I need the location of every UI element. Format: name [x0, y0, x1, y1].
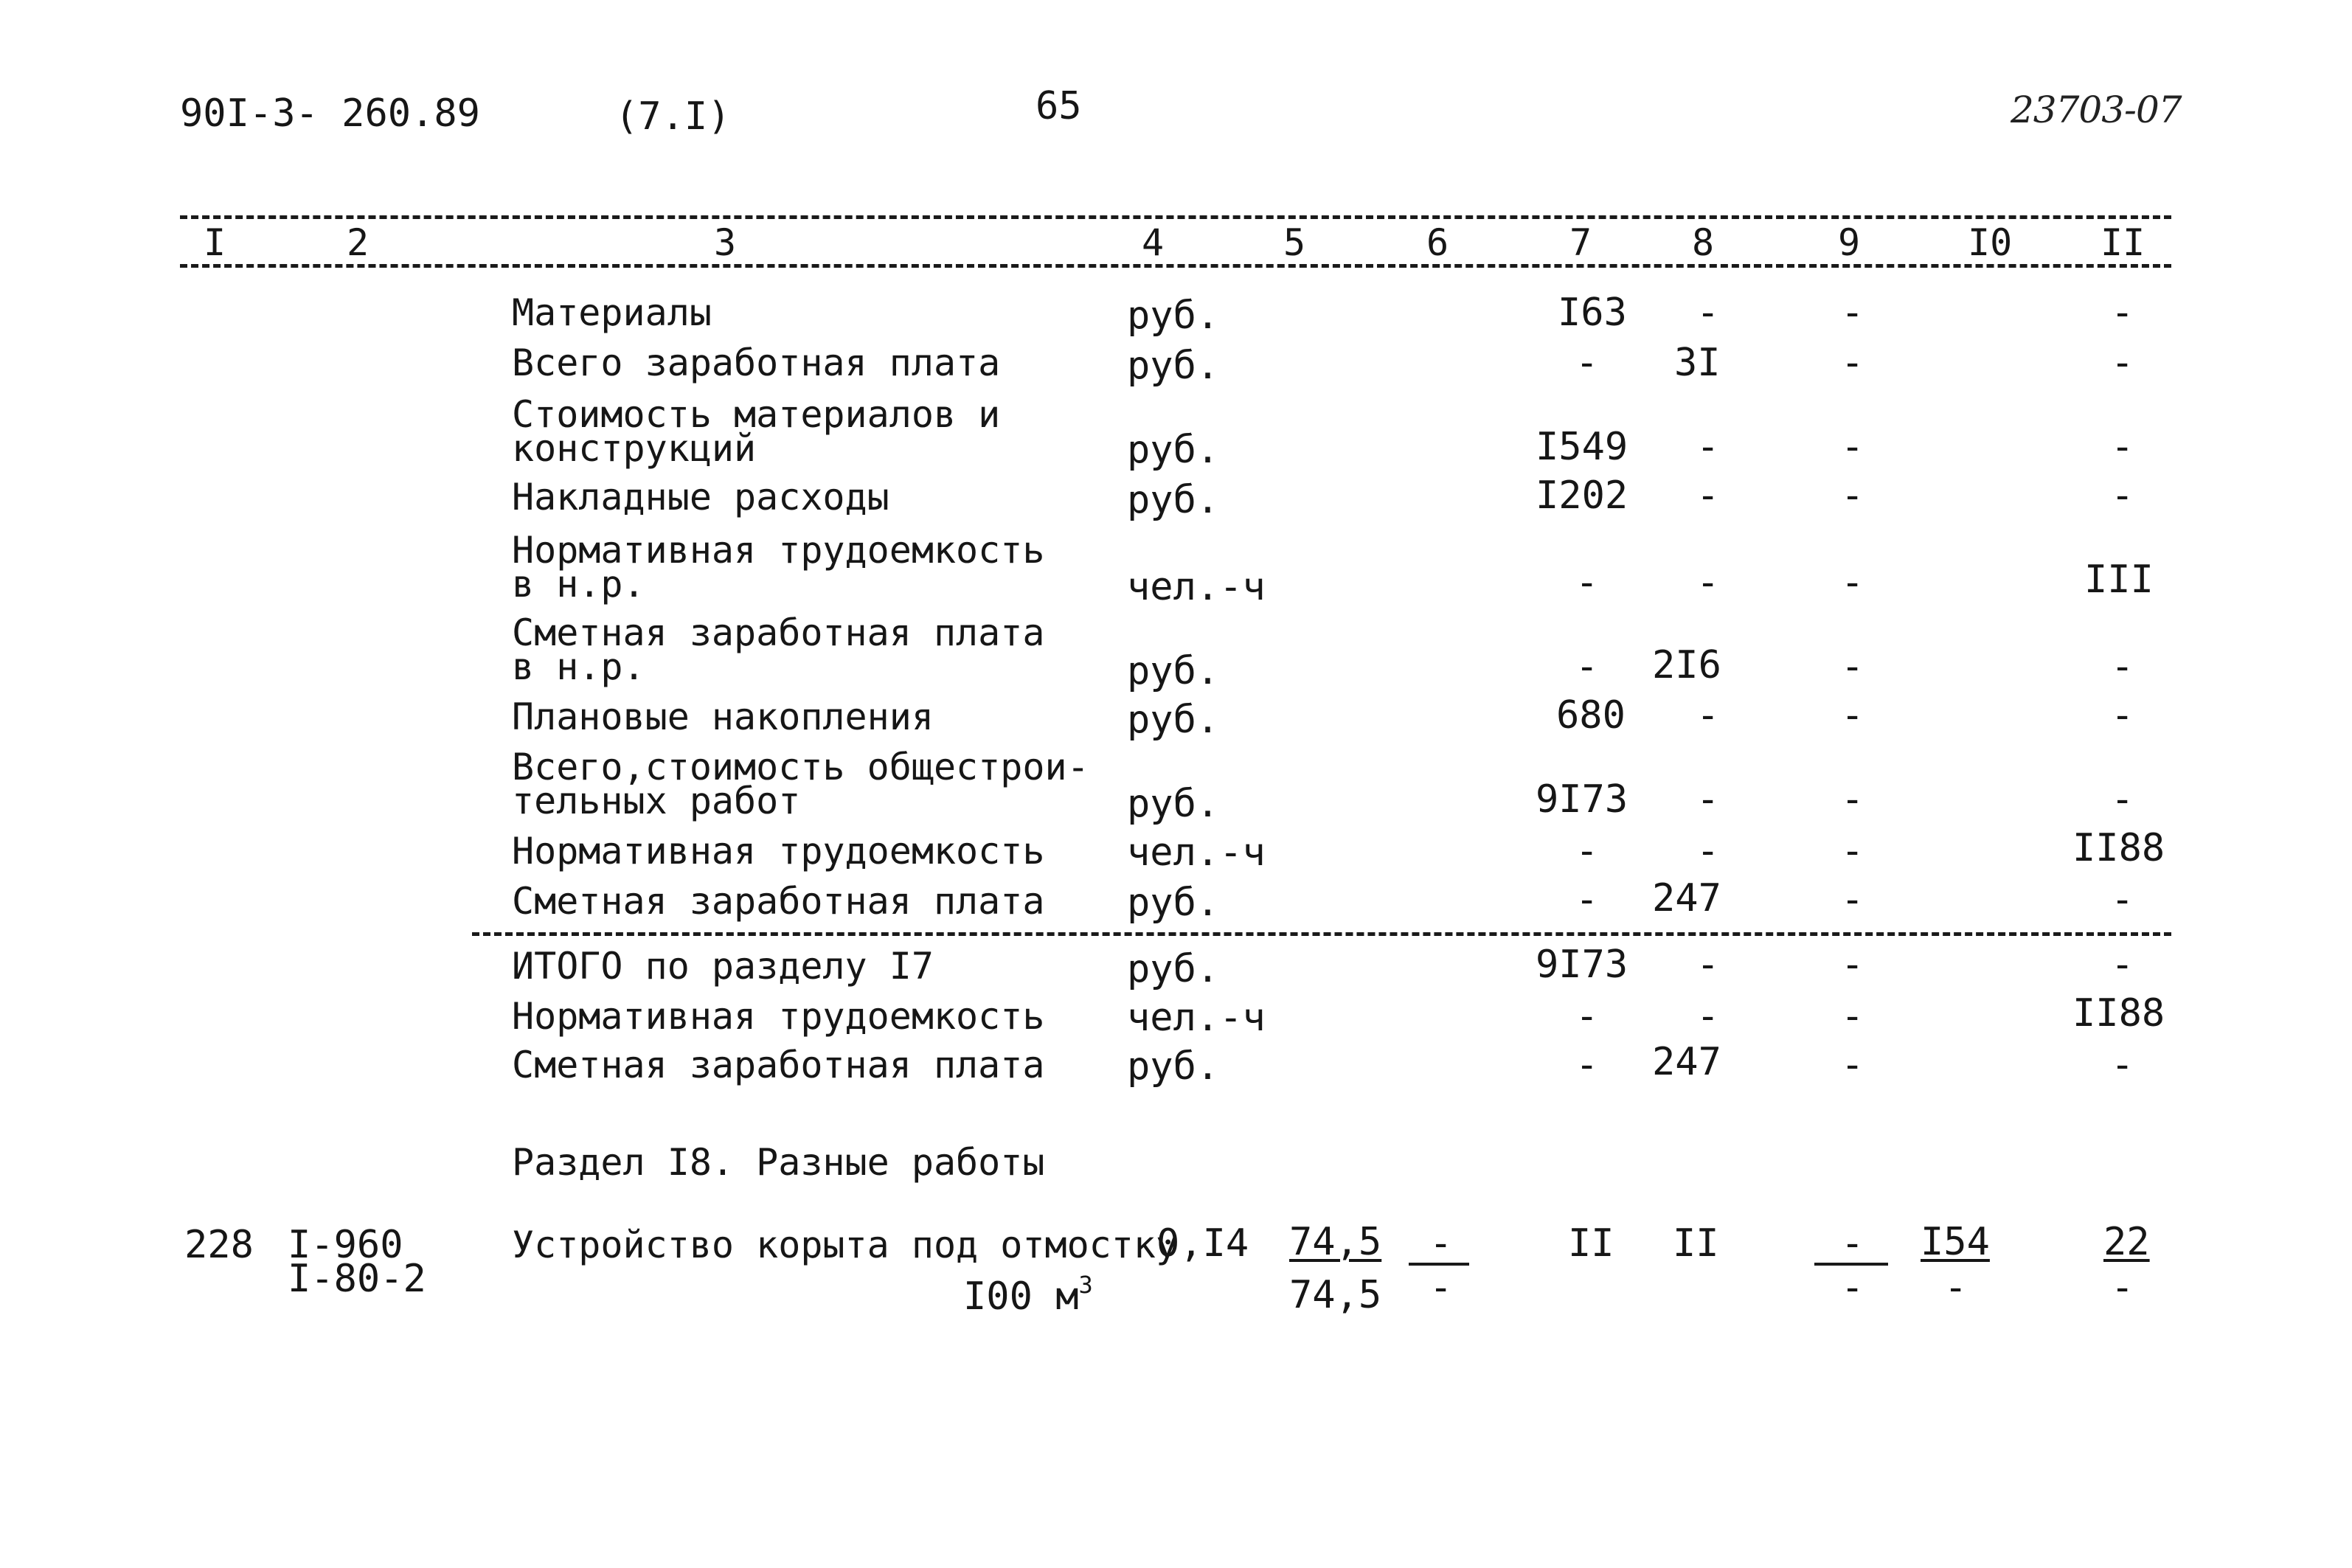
item-col8: II — [1673, 1221, 1719, 1266]
item-number: 228 — [184, 1223, 254, 1267]
total-col9: - — [1841, 1043, 1864, 1087]
total-unit: руб. — [1127, 947, 1220, 991]
row-unit: руб. — [1127, 698, 1220, 742]
total-col8: - — [1696, 943, 1720, 987]
total-description: Сметная заработная плата — [512, 1044, 1045, 1086]
item-code-primary: I-960 — [288, 1223, 403, 1267]
row-col7: I63 — [1558, 291, 1627, 335]
column-number-2: 2 — [347, 221, 370, 264]
item-col10-top: I54 — [1921, 1220, 1990, 1264]
row-description: Накладные расходы — [512, 476, 889, 518]
row-unit: руб. — [1127, 294, 1220, 338]
item-col9-bottom: - — [1841, 1266, 1864, 1310]
column-number-5: 5 — [1283, 221, 1306, 264]
row-col8: - — [1696, 561, 1720, 605]
row-col9: - — [1841, 829, 1864, 873]
row-col8: - — [1696, 473, 1720, 518]
row-description-cont: в н.р. — [512, 645, 645, 688]
row-description: Нормативная трудоемкость — [512, 529, 1045, 572]
column-number-1: I — [204, 221, 226, 264]
row-col9: - — [1841, 878, 1864, 922]
row-description: Всего,стоимость общестрои- — [512, 746, 1089, 788]
item-col6-bottom: - — [1429, 1266, 1453, 1310]
column-number-7: 7 — [1569, 221, 1592, 264]
total-unit: чел.-ч — [1127, 996, 1266, 1040]
total-unit: руб. — [1127, 1044, 1220, 1089]
row-unit: руб. — [1127, 881, 1220, 925]
total-col7: - — [1575, 1043, 1599, 1087]
row-unit: руб. — [1127, 428, 1220, 472]
row-col11: - — [2111, 341, 2134, 385]
total-col9: - — [1841, 943, 1864, 987]
item-col5-top: 74,5 — [1289, 1220, 1382, 1264]
row-unit: руб. — [1127, 782, 1220, 826]
row-col9: - — [1841, 425, 1864, 469]
row-description: Сметная заработная плата — [512, 880, 1045, 923]
row-description: Плановые накопления — [512, 695, 934, 738]
row-col11: - — [2111, 473, 2134, 518]
item-description: Устройство корыта под отмостку — [512, 1224, 1179, 1266]
row-col7: - — [1575, 561, 1599, 605]
column-number-8: 8 — [1692, 221, 1715, 264]
total-col7: - — [1575, 994, 1599, 1038]
section-total-rule — [472, 932, 2171, 936]
item-col11-top: 22 — [2103, 1220, 2150, 1264]
total-col11: - — [2111, 943, 2134, 987]
column-number-4: 4 — [1142, 221, 1165, 264]
column-number-11: II — [2101, 221, 2145, 264]
row-col7: I202 — [1536, 473, 1628, 518]
row-unit: чел.-ч — [1127, 830, 1266, 875]
header-bottom-rule — [180, 264, 2171, 268]
row-col7: I549 — [1536, 425, 1628, 469]
row-col8: - — [1696, 425, 1720, 469]
row-col11: II88 — [2072, 826, 2165, 870]
row-col7: - — [1575, 645, 1599, 689]
column-number-6: 6 — [1426, 221, 1449, 264]
item-col10-bottom: - — [1944, 1266, 1968, 1310]
row-col7: - — [1575, 878, 1599, 922]
row-col11: - — [2111, 777, 2134, 822]
item-col11-bottom: - — [2111, 1266, 2134, 1310]
section-18-title: Раздел I8. Разные работы — [512, 1141, 1045, 1184]
row-col7: - — [1575, 829, 1599, 873]
row-description-cont: в н.р. — [512, 563, 645, 606]
row-col11: - — [2111, 291, 2134, 335]
row-description: Сметная заработная плата — [512, 611, 1045, 654]
document-code: 90I-3- 260.89 — [180, 91, 480, 136]
total-col9: - — [1841, 994, 1864, 1038]
page-number: 65 — [1035, 84, 1082, 128]
header-top-rule — [180, 215, 2171, 219]
total-col8: - — [1696, 994, 1720, 1038]
row-col8: 247 — [1652, 876, 1721, 920]
column-number-9: 9 — [1838, 221, 1861, 264]
row-col7: - — [1575, 341, 1599, 385]
column-number-3: 3 — [714, 221, 737, 264]
total-col8: 247 — [1652, 1040, 1721, 1084]
row-col7: 9I73 — [1536, 777, 1628, 822]
item-col5-bottom: 74,5 — [1289, 1273, 1382, 1317]
total-col7: 9I73 — [1536, 943, 1628, 987]
row-col7: 680 — [1556, 693, 1626, 738]
row-unit: руб. — [1127, 649, 1220, 693]
row-description: Нормативная трудоемкость — [512, 830, 1045, 873]
item-col7: II — [1568, 1221, 1614, 1266]
row-description: Стоимость материалов и — [512, 393, 1001, 436]
column-number-10: I0 — [1968, 221, 2013, 264]
row-col11: - — [2111, 645, 2134, 689]
row-col9: - — [1841, 341, 1864, 385]
item-col6-top: - — [1429, 1221, 1453, 1266]
row-description: Всего заработная плата — [512, 341, 1001, 384]
total-description: Нормативная трудоемкость — [512, 995, 1045, 1038]
row-col8: 2I6 — [1652, 643, 1721, 687]
row-col9: - — [1841, 561, 1864, 605]
section-reference: (7.I) — [615, 94, 731, 139]
item-col9-top: - — [1841, 1221, 1864, 1266]
row-description-cont: тельных работ — [512, 780, 801, 822]
row-col11: III — [2084, 558, 2154, 602]
row-col11: - — [2111, 693, 2134, 738]
item-quantity: 0,I4 — [1156, 1221, 1249, 1266]
row-col8: - — [1696, 693, 1720, 738]
row-unit: чел.-ч — [1127, 565, 1266, 609]
row-col11: - — [2111, 878, 2134, 922]
row-col9: - — [1841, 291, 1864, 335]
row-description-cont: конструкций — [512, 427, 757, 470]
item-unit: I00 $м^3$ — [963, 1271, 1093, 1319]
total-col11: - — [2111, 1043, 2134, 1087]
row-col8: - — [1696, 777, 1720, 822]
archive-stamp-number: 23703-07 — [2011, 89, 2182, 131]
row-col11: - — [2111, 425, 2134, 469]
total-description: ИТОГО по разделу I7 — [512, 945, 934, 988]
row-col8: - — [1696, 291, 1720, 335]
row-col9: - — [1841, 777, 1864, 822]
row-col8: - — [1696, 829, 1720, 873]
row-col9: - — [1841, 693, 1864, 738]
row-col9: - — [1841, 473, 1864, 518]
item-code-secondary: I-80-2 — [288, 1257, 426, 1301]
row-description: Материалы — [512, 291, 712, 334]
total-col11: II88 — [2072, 991, 2165, 1035]
row-unit: руб. — [1127, 344, 1220, 388]
row-unit: руб. — [1127, 478, 1220, 522]
row-col8: 3I — [1674, 341, 1721, 385]
row-col9: - — [1841, 645, 1864, 689]
